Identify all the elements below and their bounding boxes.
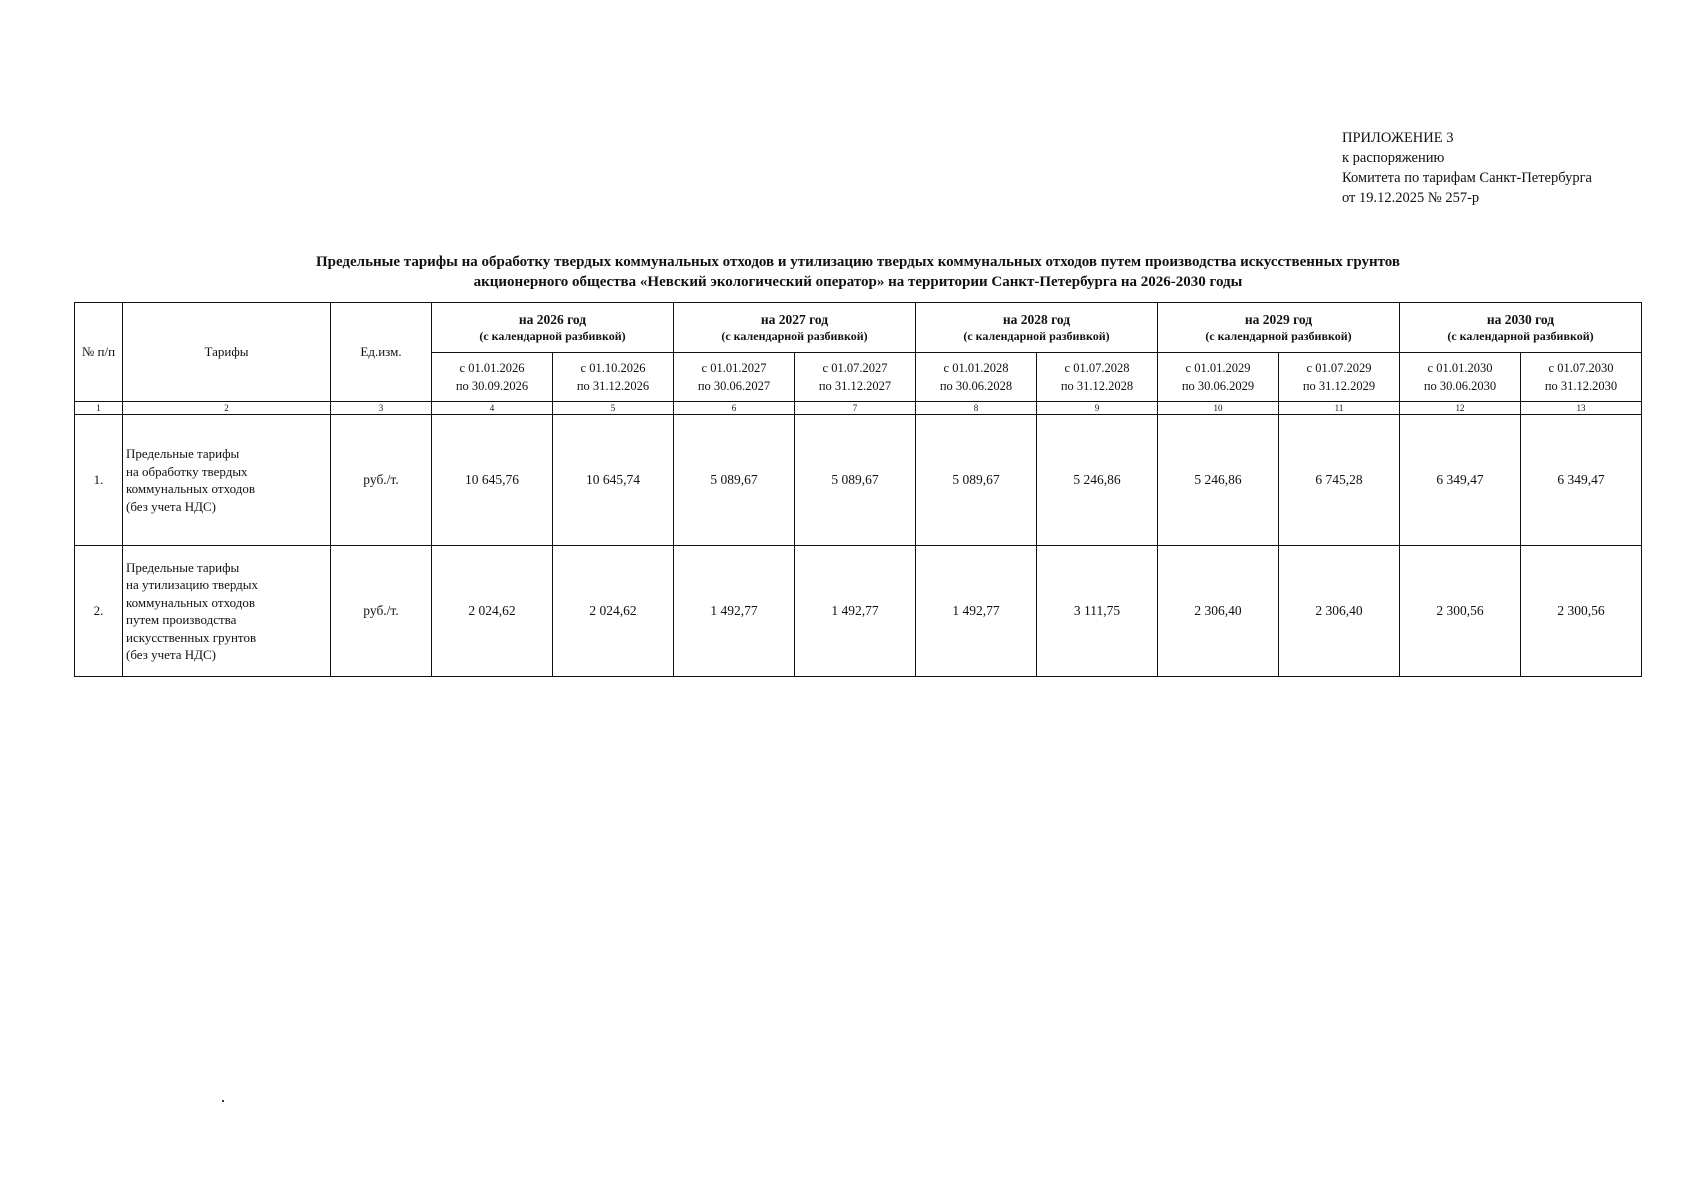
title-line-2: акционерного общества «Невский экологический оператор» на территории Санкт-Петербурга на 2026-2030 годы — [473, 274, 1243, 290]
period-header: с 01.01.2027 по 30.06.2027 — [674, 353, 795, 402]
tariff-value: 2 300,56 — [1521, 546, 1642, 677]
row-number: 2. — [75, 546, 123, 677]
tariff-value: 2 306,40 — [1158, 546, 1279, 677]
appendix-date: от 19.12.2025 № 257-р — [1342, 190, 1480, 206]
tariff-value: 1 492,77 — [795, 546, 916, 677]
tariff-value: 10 645,76 — [432, 415, 553, 546]
header-year-2029: на 2029 год (с календарной разбивкой) — [1158, 303, 1400, 353]
period-header: с 01.07.2030 по 31.12.2030 — [1521, 353, 1642, 402]
tariffs-table — [74, 302, 1642, 677]
period-header: с 01.01.2029 по 30.06.2029 — [1158, 353, 1279, 402]
column-number: 5 — [553, 402, 674, 415]
appendix-committee: Комитета по тарифам Санкт-Петербурга — [1342, 170, 1592, 186]
appendix-ref: к распоряжению — [1342, 150, 1445, 166]
tariff-value: 2 300,56 — [1400, 546, 1521, 677]
appendix-title: ПРИЛОЖЕНИЕ 3 — [1342, 130, 1454, 146]
table-row — [75, 415, 1642, 546]
tariff-value: 6 745,28 — [1279, 415, 1400, 546]
tariff-value: 5 246,86 — [1037, 415, 1158, 546]
period-header: с 01.07.2028 по 31.12.2028 — [1037, 353, 1158, 402]
header-row-years — [75, 303, 1642, 353]
tariff-value: 5 089,67 — [795, 415, 916, 546]
tariff-value: 2 306,40 — [1279, 546, 1400, 677]
table-row — [75, 546, 1642, 677]
column-number: 9 — [1037, 402, 1158, 415]
document-title — [60, 252, 1656, 292]
header-year-2027: на 2027 год (с календарной разбивкой) — [674, 303, 916, 353]
column-number: 12 — [1400, 402, 1521, 415]
period-header: с 01.01.2030 по 30.06.2030 — [1400, 353, 1521, 402]
tariff-value: 6 349,47 — [1521, 415, 1642, 546]
column-number: 6 — [674, 402, 795, 415]
column-number: 3 — [331, 402, 432, 415]
unit-cell: руб./т. — [331, 415, 432, 546]
column-number: 4 — [432, 402, 553, 415]
column-number: 11 — [1279, 402, 1400, 415]
unit-cell: руб./т. — [331, 546, 432, 677]
tariff-value: 6 349,47 — [1400, 415, 1521, 546]
tariff-name: Предельные тарифы на обработку твердых коммунальных отходов (без учета НДС) — [123, 415, 331, 546]
tariff-value: 5 246,86 — [1158, 415, 1279, 546]
header-unit: Ед.изм. — [331, 303, 432, 402]
title-line-1: Предельные тарифы на обработку твердых коммунальных отходов и утилизацию твердых коммунальных отходов путем производства искусственных грунтов — [315, 254, 1401, 270]
tariff-name: Предельные тарифы на утилизацию твердых коммунальных отходов путем производства искусственных грунтов (без учета НДС) — [123, 546, 331, 677]
header-year-2030: на 2030 год (с календарной разбивкой) — [1400, 303, 1642, 353]
tariff-value: 5 089,67 — [674, 415, 795, 546]
tariff-value: 3 111,75 — [1037, 546, 1158, 677]
column-number: 13 — [1521, 402, 1642, 415]
column-number: 7 — [795, 402, 916, 415]
appendix-block — [1342, 128, 1592, 208]
tariff-value: 2 024,62 — [553, 546, 674, 677]
column-number: 2 — [123, 402, 331, 415]
column-numbers-row — [75, 402, 1642, 415]
period-header: с 01.01.2028 по 30.06.2028 — [916, 353, 1037, 402]
tariff-value: 5 089,67 — [916, 415, 1037, 546]
row-number: 1. — [75, 415, 123, 546]
tariff-value: 2 024,62 — [432, 546, 553, 677]
tariff-value: 1 492,77 — [916, 546, 1037, 677]
tariff-value: 1 492,77 — [674, 546, 795, 677]
header-tariffs: Тарифы — [123, 303, 331, 402]
tariff-value: 10 645,74 — [553, 415, 674, 546]
period-header: с 01.07.2029 по 31.12.2029 — [1279, 353, 1400, 402]
column-number: 8 — [916, 402, 1037, 415]
column-number: 10 — [1158, 402, 1279, 415]
header-year-2026: на 2026 год (с календарной разбивкой) — [432, 303, 674, 353]
header-num: № п/п — [75, 303, 123, 402]
period-header: с 01.01.2026 по 30.09.2026 — [432, 353, 553, 402]
header-year-2028: на 2028 год (с календарной разбивкой) — [916, 303, 1158, 353]
column-number: 1 — [75, 402, 123, 415]
period-header: с 01.07.2027 по 31.12.2027 — [795, 353, 916, 402]
scan-speck — [222, 1100, 224, 1102]
period-header: с 01.10.2026 по 31.12.2026 — [553, 353, 674, 402]
